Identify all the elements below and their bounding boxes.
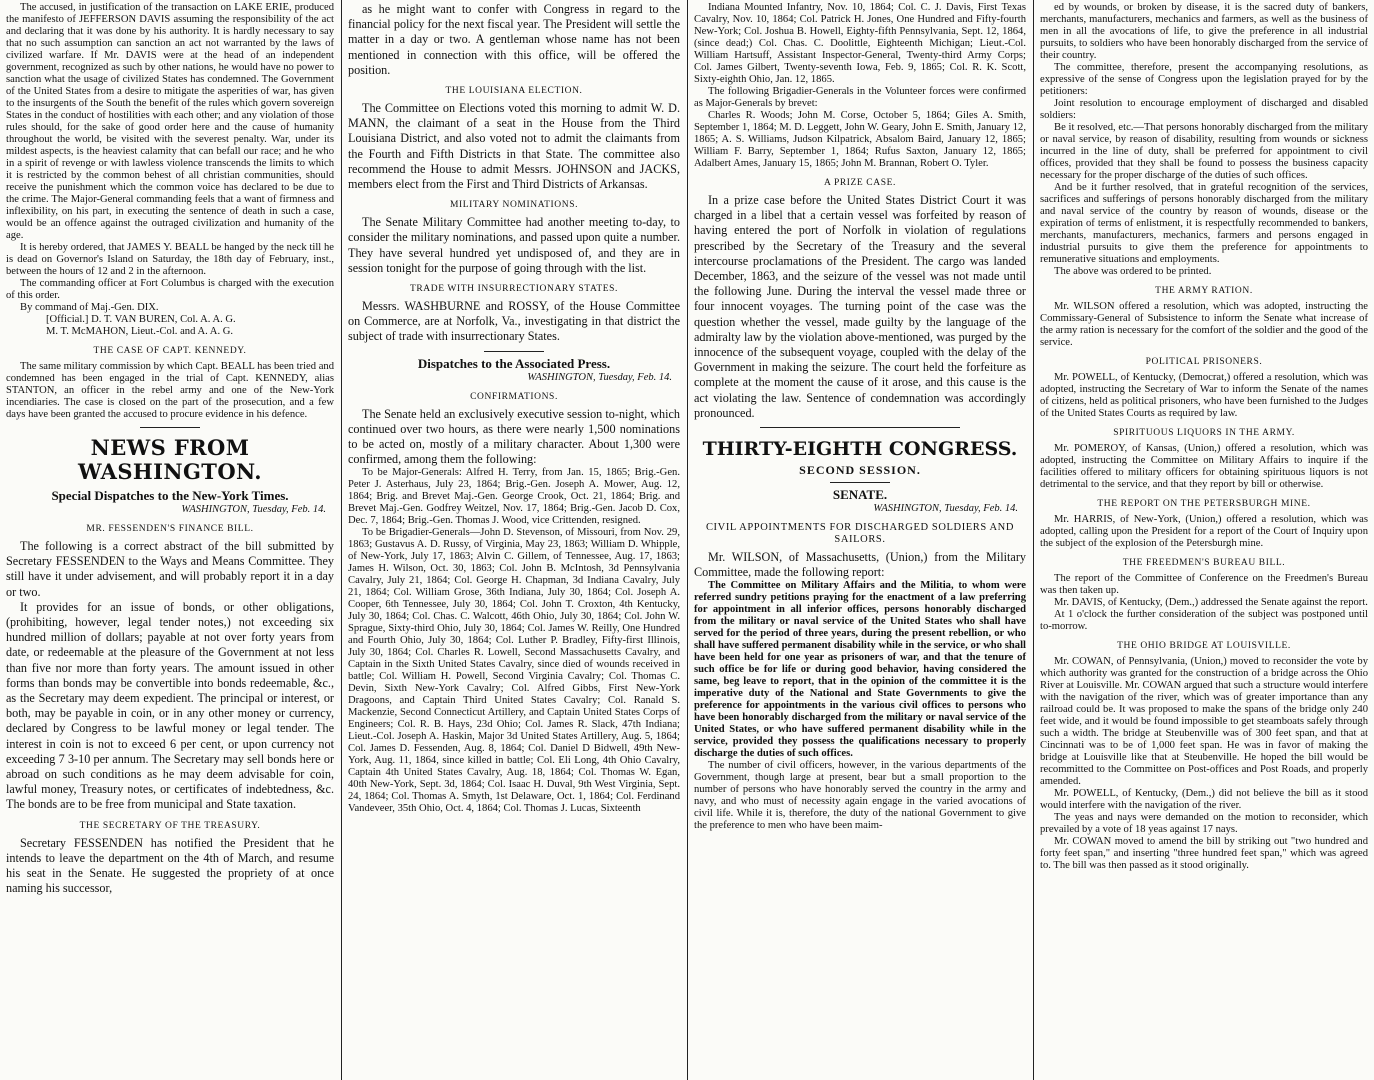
- section-subhead: MILITARY NOMINATIONS.: [449, 200, 579, 211]
- dateline: WASHINGTON, Tuesday, Feb. 14.: [873, 503, 1018, 515]
- paragraph: The following is a correct abstract of the bill submitted by Secretary FESSENDEN to the Ways and Means Committee. They still have it under advisement, and will probably report it in a day or two.: [6, 539, 334, 599]
- paragraph: It provides for an issue of bonds, or other obligations, (prohibiting, however, legal tender notes,) not exceeding six hundred million of dollars; payable at not over forty years from date, or redeemable at the pleasure of the Government at not less than five nor more than forty years. The amount issued in other forms than bonds may be convertible into bonds redeemable, &c., as the Secretary may deem expedient. The principal or interest, or both, may be payable in coin, or in any other money or currency, declared by Congress to be lawful money or legal tender. The interest in coin is not to exceed 6 per cent, or upon currency not exceeding 7 3-10 per annum. The Secretary may sell bonds here or abroad on such conditions as he may deem advisable for coin, lawful money, Treasury notes, or certificates of indebtedness, &c. The bonds are to be free from municipal and State taxation.: [6, 599, 334, 812]
- deck: Dispatches to the Associated Press.: [417, 355, 611, 371]
- section-subhead: THE REPORT ON THE PETERSBURGH MINE.: [1097, 499, 1311, 509]
- paragraph: The report of the Committee of Conference on the Freedmen's Bureau was then taken up.: [1040, 573, 1368, 596]
- paragraph: Mr. POMEROY, of Kansas, (Union,) offered a resolution, which was adopted, instructing the Committee on Military Affairs to inquire if the facilities offered to military officers for obtaining spirituous liquors is not detrimental to the service, and that they report by bill or otherwise.: [1040, 443, 1368, 490]
- paragraph: Joint resolution to encourage employment of discharged and disabled soldiers:: [1040, 98, 1368, 121]
- signature: M. T. McMAHON, Lieut.-Col. and A. A. G.: [46, 326, 234, 337]
- divider: [140, 427, 200, 428]
- paragraph: Secretary FESSENDEN has notified the President that he intends to leave the department on the 4th of March, and resume his seat in the Senate. He suggested the propriety of at once naming his successor,: [6, 835, 334, 896]
- paragraph: Mr. POWELL, of Kentucky, (Democrat,) offered a resolution, which was adopted, instructing the Secretary of War to inform the Senate of the names of citizens, held as political prisoners, who have been furnished to the Judges of the United States Courts as required by law.: [1040, 372, 1368, 419]
- section-subhead: MR. FESSENDEN'S FINANCE BILL.: [86, 524, 254, 534]
- section-subhead: SPIRITUOUS LIQUORS IN THE ARMY.: [1113, 428, 1295, 438]
- section-subhead: POLITICAL PRISONERS.: [1145, 357, 1263, 367]
- session-title: SECOND SESSION.: [799, 463, 921, 478]
- paragraph: ed by wounds, or broken by disease, it is the sacred duty of bankers, merchants, manufacturers, mechanics and farmers, as well as the business of men in all the avocations of life, to give the preference in all industrial pursuits, to soldiers who have been honorably discharged from the service of their country.: [1040, 2, 1368, 61]
- headline: NEWS FROM WASHINGTON.: [78, 435, 262, 484]
- section-subhead: THE SECRETARY OF THE TREASURY.: [79, 820, 261, 831]
- paragraph: Be it resolved, etc.—That persons honorably discharged from the military or naval service, by reason of disability, resulting from wounds or sickness incurred in the line of duty, shall be preferred for appointment to civil offices, provided that they shall be found to possess the business capacity necessary for the proper discharge of the duties of such offices.: [1040, 122, 1368, 181]
- paragraph: The committee, therefore, present the accompanying resolutions, as expressive of the sense of Congress upon the legislation prayed for by the petitioners:: [1040, 62, 1368, 97]
- paragraph: The yeas and nays were demanded on the motion to reconsider, which prevailed by a vote of 18 yeas against 17 nays.: [1040, 812, 1368, 835]
- paragraph: Messrs. WASHBURNE and ROSSY, of the House Committee on Commerce, are at Norfolk, Va., investigating in that district the subject of trade with insurrectionary States.: [348, 299, 680, 344]
- column-4: [1034, 0, 1374, 1080]
- section-subhead: A PRIZE CASE.: [824, 178, 896, 188]
- paragraph: Mr. COWAN moved to amend the bill by striking out "two hundred and forty feet span," and inserting "three hundred feet span," which was agreed to. The bill was then passed as it stood originally.: [1040, 836, 1368, 871]
- section-subhead: TRADE WITH INSURRECTIONARY STATES.: [409, 284, 619, 295]
- section-subhead: THE ARMY RATION.: [1155, 286, 1253, 296]
- section-subhead: THE OHIO BRIDGE AT LOUISVILLE.: [1117, 641, 1291, 651]
- paragraph: The accused, in justification of the transaction on LAKE ERIE, produced the manifesto of JEFFERSON DAVIS assuming the responsibility of the act and declaring that it was done by his authority. It is hardly necessary to say that no such assumption can sanction an act not warranted by the laws of civilized warfare. If Mr. DAVIS were at the head of an independent government, recognized as such by other nations, he would have no power to sanction what the usage of civilized States has condemned. The Government of the United States from a desire to mitigate the asperities of war, has given to the insurgents of the South the benefit of the rules which govern sovereign States in the conduct of hostilities with each other; and any violation of those rules should, for the sake of good order here and the cause of humanity throughout the world, be visited with the severest penalty. War, under its mildest aspects, is the heaviest calamity that can befall our race; and he who in a spirit of revenge or with lawless violence transcends the limits to which it is restricted by the common behest of all christian communities, should receive the punishment which the common voice has declared to be due to the crime. The Major-General commanding feels that a want of firmness and inflexibility, on his part, in executing the sentence of death in such a case, would be an offence against the outraged civilization and humanity of the age.: [6, 2, 334, 241]
- chamber-title: SENATE.: [832, 487, 888, 503]
- divider: [830, 482, 890, 483]
- paragraph: The number of civil officers, however, in the various departments of the Government, though large at present, bear but a small proportion to the number of persons who have honorably served the country in the army and navy, and who must of necessity again engage in the varied avocations of civil life. While it is, therefore, the duty of the national Government to give the preference to men who have been maim-: [694, 760, 1026, 832]
- paragraph: The Committee on Elections voted this morning to admit W. D. MANN, the claimant of a seat in the House from the Third Louisiana District, and also voted not to admit the claimants from the Fourth and Fifth Districts in that State. The committee also recommend the House to admit Messrs. JOHNSON and JACKS, members elect from the First and Third Districts of Arkansas.: [348, 101, 680, 192]
- column-3: [688, 0, 1032, 1080]
- section-subhead: CONFIRMATIONS.: [470, 391, 558, 402]
- section-subhead: THE FREEDMEN'S BUREAU BILL.: [1122, 558, 1286, 568]
- paragraph: In a prize case before the United States District Court it was charged in a libel that a certain vessel was forfeited by reason of having entered the port of Norfolk in violation of regulations prescribed by the Secretary of the Treasury and the several intercourse proclamations of the President. The cargo was landed December, 1863, and the seizure of the vessel was not made until the following June. During the interval the vessel made three or four innocent voyages. The turning point of the case was the question whether the vessel, made guilty by the language of the admiralty law by the violation above-mentioned, was purged by the innocence of the subsequent voyage, coupled with the delay of the Government in making the seizure. The court held the forfeiture as complete at the moment the cause of it arose, and this cause is the act violating the law. Sentence of condemnation was accordingly pronounced.: [694, 193, 1026, 420]
- section-subhead: THE CASE OF CAPT. KENNEDY.: [93, 346, 247, 356]
- paragraph: The Senate Military Committee had another meeting to-day, to consider the military nominations, and passed upon quite a number. They have several hundred yet undisposed of, and they are in session tonight for the purpose of going through with the list.: [348, 215, 680, 275]
- paragraph: To be Brigadier-Generals—John D. Stevenson, of Missouri, from Nov. 29, 1863; Gustavus A. D. Russy, of Virginia, May 23, 1863; William D. Whipple, of New-York, July 17, 1863; Alvin C. Gillem, of Tennessee, Aug. 17, 1863; James H. Wilson, Oct. 30, 1863; Col. John B. McIntosh, 3d Pennsylvania Cavalry, July 21, 1864; Col. George H. Chapman, 3d Indiana Cavalry, July 21, 1864; Col. William Grose, 36th Indiana, July 30, 1864; Col. Joseph A. Cooper, 6th Tennessee, July 30, 1864; Col. John T. Croxton, 4th Kentucky, July 30, 1864; Col. Chas. C. Walcott, 46th Ohio, July 30, 1864; Col. John W. Sprague, Sixty-third Ohio, July 30, 1864; Col. James W. Reilly, One Hundred and Fourth Ohio, July 30, 1864; Col. Luther P. Bradley, Fifty-first Illinois, July 30, 1864; Col. Charles R. Lowell, Second Massachusetts Cavalry, and Captain in the Sixth United States Cavalry, since died of wounds received in battle; Col. William H. Powell, Second Virginia Cavalry; Col. Thomas C. Devin, Sixth New-York Cavalry; Col. Alfred Gibbs, First New-York Dragoons, and Captain Third United States Cavalry; Col. Ranald S. Mackenzie, Second Connecticut Artillery, and Captain United States Corps of Engineers; Col. R. B. Hays, 23d Ohio; Col. James R. Slack, 47th Indiana; Lieut.-Col. Joseph A. Haskin, Major 3d United States Artillery, Aug. 5, 1864; Col. James D. Fessenden, Aug. 8, 1864; Col. Daniel D Bidwell, 49th New-York, Aug. 11, 1864, since killed in battle; Col. Eli Long, 4th Ohio Cavalry, Captain 4th United States Cavalry, Aug. 18, 1864; Col. Thomas W. Egan, 40th New-York, Sept. 3d, 1864; Col. Isaac H. Duval, 9th West Virginia, Sept. 24, 1864; Col. Thomas A. Smyth, 1st Delaware, Oct. 1, 1864; Col. Ferdinand Vandeveer, 35th Ohio, Oct. 4, 1864; Col. Thomas J. Lucas, Sixteenth: [348, 527, 680, 815]
- paragraph: Mr. WILSON offered a resolution, which was adopted, instructing the Commissary-General of Subsistence to inform the Senate what increase of the army ration is necessary for the comfort of the soldier and the good of the service.: [1040, 301, 1369, 348]
- paragraph: Indiana Mounted Infantry, Nov. 10, 1864; Col. C. J. Davis, First Texas Cavalry, Nov. 10, 1864; Col. Patrick H. Jones, One Hundred and Fifty-fourth New-York; Col. Joshua B. Howell, Eighty-fifth Pennsylvania, Sept. 12, 1864, (since dead;) Col. Chas. C. Doolittle, Eighteenth Michigan; Lieut.-Col. William Hartsuff, Assistant Inspector-General, Twenty-third Army Corps; Col. James Gilbert, Twenty-seventh Iowa, Feb. 9, 1865; Col. R. K. Scott, Sixty-eighth Ohio, Jan. 12, 1865.: [694, 2, 1026, 85]
- paragraph: Mr. WILSON, of Massachusetts, (Union,) from the Military Committee, made the following report:: [694, 550, 1026, 580]
- paragraph: The above was ordered to be printed.: [1054, 266, 1212, 277]
- paragraph: Mr. COWAN, of Pennsylvania, (Union,) moved to reconsider the vote by which authority was granted for the construction of a bridge across the Ohio River at Louisville. Mr. COWAN argued that such a structure would interfere with the navigation of the river, which was of greater importance than any railroad could be. It was proposed to make the spans of the bridge only 240 feet wide, and it would be found impossible to get steamboats safely through such a width. The bridge at Steubenville was of 300 feet span, and that at Cincinnati was to be of 1,000 feet span. He was in favor of making the bridge at Louisville like that at Steubenville. He hoped the bill would be recommitted to the Committee on Post-offices and Post Roads, and properly amended.: [1040, 656, 1368, 787]
- paragraph: Mr. POWELL, of Kentucky, (Dem.,) did not believe the bill as it stood would interfere with the navigation of the river.: [1040, 788, 1368, 811]
- section-subhead: CIVIL APPOINTMENTS FOR DISCHARGED SOLDIERS AND SAILORS.: [705, 522, 1015, 546]
- divider: [484, 351, 544, 352]
- paragraph: Mr. HARRIS, of New-York, (Union,) offered a resolution, which was adopted, calling upon the President for a report of the Court of Inquiry upon the subject of the explosion of the Petersburgh mine.: [1040, 514, 1368, 549]
- headline: THIRTY-EIGHTH CONGRESS.: [702, 438, 1018, 461]
- column-1: [0, 0, 340, 1080]
- paragraph: The commanding officer at Fort Columbus is charged with the execution of this order.: [6, 278, 334, 301]
- divider: [760, 427, 960, 428]
- dateline: WASHINGTON, Tuesday, Feb. 14.: [527, 371, 672, 383]
- signature: [Official.] D. T. VAN BUREN, Col. A. A. G.: [46, 314, 236, 325]
- paragraph: The Committee on Military Affairs and the Militia, to whom were referred sundry petitions praying for the enactment of a law preferring for appointment in all inferior offices, persons honorably discharged from the military or naval service of the United States who shall have served for the period of three years, during the present rebellion, or who shall have suffered permanent disability while in the service, or who shall have been held for one year as prisoners of war, and that the tenure of such office be for life or during good behavior, having considered the same, beg leave to report, that in the opinion of the committee it is the imperative duty of the National and State Governments to give the preference for appointments in the various civil offices to persons who have been honorably discharged from the military or naval service of the United States, or who have suffered permanent disability while in the service, provided they possess the qualifications necessary to properly discharge the duties of such offices.: [694, 580, 1026, 760]
- paragraph: At 1 o'clock the further consideration of the subject was postponed until to-morrow.: [1040, 609, 1368, 632]
- paragraph: It is hereby ordered, that JAMES Y. BEALL be hanged by the neck till he is dead on Governor's Island on Saturday, the 18th day of February, inst., between the hours of 12 and 2 in the afternoon.: [6, 242, 334, 277]
- paragraph: And be it further resolved, that in grateful recognition of the services, sacrifices and sufferings of persons honorably discharged from the military and naval service of the country by reason of wounds, disease or the expiration of terms of enlistment, it is respectfully recommended to bankers, merchants, manufacturers, mechanics, farmers and persons engaged in industrial pursuits to give them the preference for appointments to remunerative situations and employments.: [1040, 182, 1368, 265]
- paragraph: Charles R. Woods; John M. Corse, October 5, 1864; Giles A. Smith, September 1, 1864; M. D. Leggett, John W. Geary, John E. Smith, January 12, 1865; A. S. Williams, Judson Kilpatrick, Absalom Baird, January 12, 1865; William F. Barry, September 1, 1864; Rufus Saxton, January 12, 1865; Adalbert Ames, January 15, 1865; John M. Brannan, Robert O. Tyler.: [694, 110, 1026, 169]
- section-subhead: THE LOUISIANA ELECTION.: [445, 86, 583, 97]
- paragraph: The Senate held an exclusively executive session to-night, which continued over two hours, as there were nearly 1,500 nominations to be acted on, mostly of a military character. About 1,300 were confirmed, among them the following:: [348, 406, 680, 467]
- column-2: [342, 0, 686, 1080]
- paragraph: Mr. DAVIS, of Kentucky, (Dem.,) addressed the Senate against the report.: [1054, 597, 1368, 608]
- paragraph: To be Major-Generals: Alfred H. Terry, from Jan. 15, 1865; Brig.-Gen. Peter J. Asterhaus, July 23, 1864; Brig.-Gen. Joseph A. Mower, Aug. 12, 1864; Brig. and Brevet Maj.-Gen. George Crook, Oct. 21, 1864; Brig. and Brevet Maj.-Gen. Godfrey Weitzel, Nov. 17, 1864; Brig.-Gen. Jacob D. Cox, Dec. 7, 1864; Brig.-Gen. Thomas J. Wood, vice Crittenden, resigned.: [348, 467, 680, 527]
- dateline: WASHINGTON, Tuesday, Feb. 14.: [181, 504, 326, 515]
- paragraph: By command of Maj.-Gen. DIX.: [20, 302, 159, 313]
- deck: Special Dispatches to the New-York Times.: [51, 488, 289, 503]
- paragraph: The following Brigadier-Generals in the Volunteer forces were confirmed as Major-Generals by brevet:: [694, 86, 1026, 109]
- paragraph: The same military commission by which Capt. BEALL has been tried and condemned has been engaged in the trial of Capt. KENNEDY, alias STANTON, an officer in the rebel army and one of the New-York incendiaries. The case is closed on the part of the prosecution, and a few days have been granted the accused to procure evidence in his defence.: [6, 361, 334, 420]
- paragraph: as he might want to confer with Congress in regard to the financial policy for the next fiscal year. The President will settle the matter in a day or two. A gentleman whose name has not been mentioned in connection with this office, will be offered the position.: [348, 2, 680, 77]
